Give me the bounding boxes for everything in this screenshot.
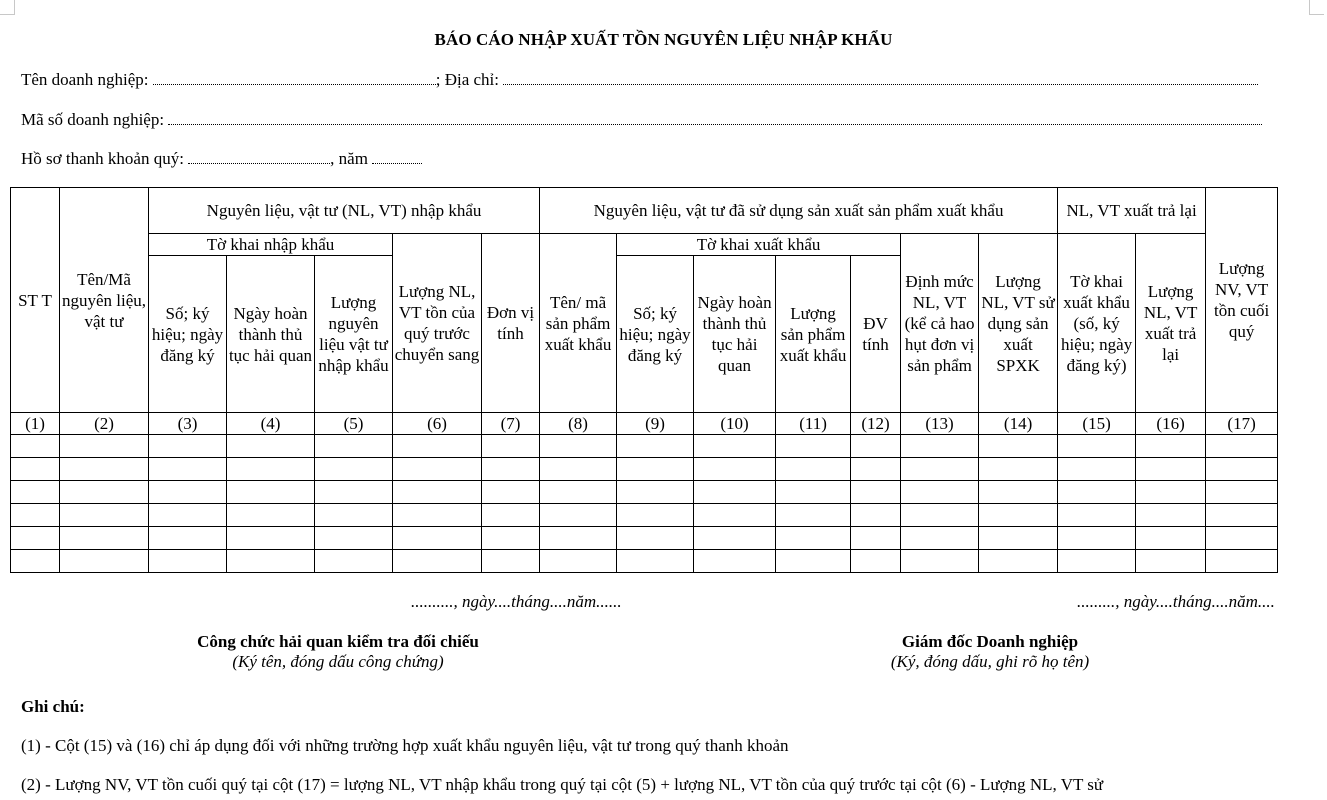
tax-code-field[interactable] [168, 112, 1262, 125]
table-cell[interactable] [1206, 527, 1278, 550]
table-cell[interactable] [11, 527, 60, 550]
notes-title: Ghi chú: [21, 697, 85, 716]
column-number: (16) [1136, 413, 1206, 435]
page-corner-mark [1309, 0, 1324, 15]
signature-right-title: Giám đốc Doanh nghiệp [901, 632, 1079, 651]
table-cell[interactable] [540, 550, 617, 573]
table-cell[interactable] [1206, 504, 1278, 527]
table-cell[interactable] [851, 550, 901, 573]
table-cell[interactable] [979, 481, 1058, 504]
table-cell[interactable] [979, 435, 1058, 458]
table-cell[interactable] [11, 550, 60, 573]
header-col-9: Số; ký hiệu; ngày đăng ký [617, 256, 694, 413]
header-col-7: Đơn vị tính [482, 234, 540, 413]
table-cell[interactable] [901, 550, 979, 573]
date-right: ........., ngày....tháng....năm.... [1077, 592, 1275, 611]
table-cell[interactable] [315, 550, 393, 573]
header-stt: ST T [11, 188, 60, 413]
table-cell[interactable] [617, 435, 694, 458]
header-col-10: Ngày hoàn thành thủ tục hải quan [694, 256, 776, 413]
table-cell[interactable] [694, 504, 776, 527]
table-cell[interactable] [617, 458, 694, 481]
table-cell[interactable] [482, 504, 540, 527]
table-cell[interactable] [694, 435, 776, 458]
column-number: (13) [901, 413, 979, 435]
header-remaining: Lượng NV, VT tồn cuối quý [1206, 188, 1278, 413]
table-cell[interactable] [1136, 550, 1206, 573]
table-cell[interactable] [901, 504, 979, 527]
column-number: (3) [149, 413, 227, 435]
table-cell[interactable] [979, 458, 1058, 481]
column-number: (8) [540, 413, 617, 435]
table-row [11, 504, 1278, 527]
table-cell[interactable] [1136, 458, 1206, 481]
table-cell[interactable] [393, 550, 482, 573]
signature-left [197, 632, 479, 672]
table-cell[interactable] [1206, 550, 1278, 573]
table-cell[interactable] [11, 481, 60, 504]
table-cell[interactable] [617, 550, 694, 573]
table-cell[interactable] [851, 527, 901, 550]
table-cell[interactable] [227, 458, 315, 481]
table-cell[interactable] [393, 435, 482, 458]
header-import-group: Nguyên liệu, vật tư (NL, VT) nhập khẩu [149, 188, 540, 234]
table-cell[interactable] [1206, 458, 1278, 481]
table-cell[interactable] [482, 481, 540, 504]
table-row [11, 550, 1278, 573]
column-number: (17) [1206, 413, 1278, 435]
table-cell[interactable] [393, 458, 482, 481]
table-cell[interactable] [11, 458, 60, 481]
table-cell[interactable] [617, 481, 694, 504]
table-cell[interactable] [776, 458, 851, 481]
table-cell[interactable] [315, 435, 393, 458]
header-col-15: Tờ khai xuất khẩu (số, ký hiệu; ngày đăng ký) [1058, 234, 1136, 413]
header-export-declaration: Tờ khai xuất khẩu [617, 234, 901, 256]
column-number: (11) [776, 413, 851, 435]
table-cell[interactable] [776, 435, 851, 458]
table-cell[interactable] [540, 481, 617, 504]
table-cell[interactable] [901, 435, 979, 458]
table-row [11, 458, 1278, 481]
table-cell[interactable] [482, 435, 540, 458]
table-cell[interactable] [776, 504, 851, 527]
table-cell[interactable] [482, 527, 540, 550]
table-cell[interactable] [11, 504, 60, 527]
table-cell[interactable] [227, 481, 315, 504]
table-cell[interactable] [851, 435, 901, 458]
table-cell[interactable] [1058, 527, 1136, 550]
table-cell[interactable] [315, 458, 393, 481]
table-cell[interactable] [60, 458, 149, 481]
address-label: ; Địa chỉ: [435, 70, 499, 89]
header-import-declaration: Tờ khai nhập khẩu [149, 234, 393, 256]
table-cell[interactable] [393, 481, 482, 504]
table-cell[interactable] [1058, 435, 1136, 458]
table-cell[interactable] [901, 458, 979, 481]
table-row [11, 527, 1278, 550]
signature-right [891, 632, 1089, 672]
column-number: (15) [1058, 413, 1136, 435]
column-number: (14) [979, 413, 1058, 435]
page-corner-mark [0, 0, 15, 15]
table-cell[interactable] [11, 435, 60, 458]
column-number: (12) [851, 413, 901, 435]
table-cell[interactable] [482, 550, 540, 573]
table-cell[interactable] [315, 527, 393, 550]
table-cell[interactable] [60, 527, 149, 550]
report-title: BÁO CÁO NHẬP XUẤT TỒN NGUYÊN LIỆU NHẬP KHẨU [434, 30, 893, 49]
table-cell[interactable] [776, 527, 851, 550]
table-cell[interactable] [1136, 504, 1206, 527]
signature-left-title: Công chức hải quan kiểm tra đối chiếu [197, 632, 479, 651]
header-col-11: Lượng sản phẩm xuất khẩu [776, 256, 851, 413]
table-cell[interactable] [851, 504, 901, 527]
address-field[interactable] [503, 72, 1258, 85]
column-number: (6) [393, 413, 482, 435]
table-cell[interactable] [60, 481, 149, 504]
table-cell[interactable] [901, 527, 979, 550]
header-reexport-group: NL, VT xuất trả lại [1058, 188, 1206, 234]
data-rows [11, 435, 1278, 573]
table-cell[interactable] [694, 550, 776, 573]
table-cell[interactable] [851, 481, 901, 504]
table-cell[interactable] [149, 435, 227, 458]
header-col-6: Lượng NL, VT tồn của quý trước chuyển sang [393, 234, 482, 413]
note-2: (2) - Lượng NV, VT tồn cuối quý tại cột (17) = lượng NL, VT nhập khẩu trong quý tại cột (5) + lượng NL, VT tồn của quý trước tại cột (6) - Lượng NL, VT sử [21, 775, 1104, 794]
table-cell[interactable] [540, 527, 617, 550]
table-cell[interactable] [1058, 550, 1136, 573]
header-col-13: Định mức NL, VT (kể cả hao hụt đơn vị sản phẩm [901, 234, 979, 413]
column-number: (5) [315, 413, 393, 435]
header-col-5: Lượng nguyên liệu vật tư nhập khẩu [315, 256, 393, 413]
year-field[interactable] [372, 151, 422, 164]
header-col-3: Số; ký hiệu; ngày đăng ký [149, 256, 227, 413]
table-cell[interactable] [1058, 504, 1136, 527]
note-1: (1) - Cột (15) và (16) chỉ áp dụng đối với những trường hợp xuất khẩu nguyên liệu, vật tư trong quý thanh khoản [21, 736, 789, 755]
table-cell[interactable] [60, 550, 149, 573]
column-number: (7) [482, 413, 540, 435]
table-cell[interactable] [149, 550, 227, 573]
dossier-line [21, 149, 422, 169]
table-cell[interactable] [149, 527, 227, 550]
table-cell[interactable] [617, 527, 694, 550]
table-cell[interactable] [1206, 481, 1278, 504]
header-col-16: Lượng NL, VT xuất trả lại [1136, 234, 1206, 413]
table-cell[interactable] [694, 458, 776, 481]
table-cell[interactable] [979, 504, 1058, 527]
table-cell[interactable] [979, 550, 1058, 573]
table-cell[interactable] [482, 458, 540, 481]
header-used-group: Nguyên liệu, vật tư đã sử dụng sản xuất sản phẩm xuất khẩu [540, 188, 1058, 234]
table-cell[interactable] [901, 481, 979, 504]
header-material-name: Tên/Mã nguyên liệu, vật tư [60, 188, 149, 413]
table-cell[interactable] [60, 435, 149, 458]
table-cell[interactable] [315, 504, 393, 527]
table-cell[interactable] [393, 527, 482, 550]
table-cell[interactable] [227, 550, 315, 573]
tax-code-label: Mã số doanh nghiệp: [21, 110, 165, 129]
date-left: .........., ngày....tháng....năm...... [411, 592, 622, 611]
table-cell[interactable] [540, 435, 617, 458]
table-cell[interactable] [540, 458, 617, 481]
column-number: (2) [60, 413, 149, 435]
table-cell[interactable] [1136, 435, 1206, 458]
column-number: (10) [694, 413, 776, 435]
column-number: (4) [227, 413, 315, 435]
company-name-field[interactable] [153, 72, 436, 85]
company-line [21, 70, 1258, 90]
signature-right-subtitle: (Ký, đóng dấu, ghi rõ họ tên) [890, 652, 1090, 671]
dossier-label: Hồ sơ thanh khoản quý: [21, 149, 184, 168]
table-cell[interactable] [149, 504, 227, 527]
table-cell[interactable] [149, 458, 227, 481]
table-cell[interactable] [1136, 481, 1206, 504]
column-number: (9) [617, 413, 694, 435]
table-cell[interactable] [540, 504, 617, 527]
table-cell[interactable] [227, 435, 315, 458]
company-name-label: Tên doanh nghiệp: [21, 70, 149, 89]
table-cell[interactable] [60, 504, 149, 527]
header-col-8: Tên/ mã sản phẩm xuất khẩu [540, 234, 617, 413]
table-cell[interactable] [617, 504, 694, 527]
table-cell[interactable] [1058, 458, 1136, 481]
column-number-row [11, 413, 1278, 435]
year-label: , năm [330, 149, 368, 168]
table-cell[interactable] [694, 527, 776, 550]
header-col-12: ĐV tính [851, 256, 901, 413]
quarter-field[interactable] [188, 151, 330, 164]
table-cell[interactable] [227, 504, 315, 527]
signature-left-subtitle: (Ký tên, đóng dấu công chứng) [232, 652, 444, 671]
table-cell[interactable] [1206, 435, 1278, 458]
table-cell[interactable] [776, 481, 851, 504]
column-number: (1) [11, 413, 60, 435]
table-cell[interactable] [315, 481, 393, 504]
table-row [11, 435, 1278, 458]
table-cell[interactable] [851, 458, 901, 481]
table-row [11, 481, 1278, 504]
table-cell[interactable] [1058, 481, 1136, 504]
header-col-14: Lượng NL, VT sử dụng sản xuất SPXK [979, 234, 1058, 413]
table-cell[interactable] [149, 481, 227, 504]
table-cell[interactable] [979, 527, 1058, 550]
header-col-4: Ngày hoàn thành thủ tục hải quan [227, 256, 315, 413]
table-cell[interactable] [1136, 527, 1206, 550]
table-cell[interactable] [694, 481, 776, 504]
table-cell[interactable] [393, 504, 482, 527]
report-table [10, 187, 1278, 573]
table-cell[interactable] [776, 550, 851, 573]
table-cell[interactable] [227, 527, 315, 550]
tax-code-line [21, 110, 1262, 130]
